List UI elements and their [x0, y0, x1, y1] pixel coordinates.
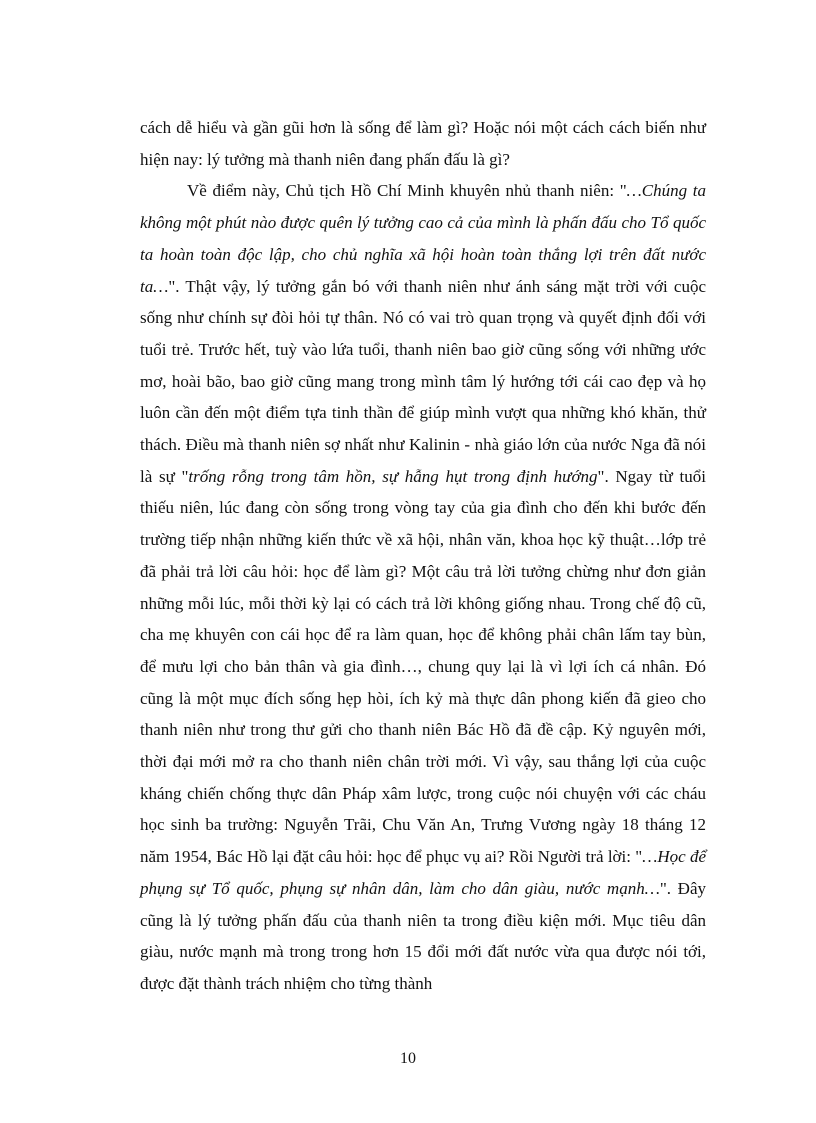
paragraph-text: ". Đây cũng là lý tưởng phấn đấu của thanh niên ta trong điều kiện mới. Mục tiêu dân giàu, nước mạnh mà trong trong hơn 15 đổi mới đất nước vừa qua được nói tới, được đặt thành trách nhiệm cho từng thành — [140, 878, 706, 993]
quote-kalinin: trống rỗng trong tâm hồn, sự hẫng hụt trong định hướng — [188, 466, 598, 486]
paragraph-text: ". Thật vậy, lý tưởng gắn bó với thanh niên như ánh sáng mặt trời với cuộc sống như chính sự đòi hỏi tự thân. Nó có vai trò quan trọng và quyết định đối với tuổi trẻ. Trước hết, tuỳ vào lứa tuổi, thanh niên bao giờ cũng sống với những ước mơ, hoài bão, bao giờ cũng mang trong mình tâm lý hướng tới cái cao đẹp và họ luôn cần đến một điểm tựa tinh thần để giúp mình vượt qua những khó khăn, thử thách. Điều mà thanh niên sợ nhất như Kalinin - nhà giáo lớn của nước Nga đã nói là sự " — [140, 276, 706, 486]
quote-ho-chi-minh-ideal: …Chúng ta không một phút nào được quên lý tưởng cao cả của mình là phấn đấu cho Tổ quốc ta hoàn toàn độc lập, cho chủ nghĩa xã hội hoàn toàn thắng lợi trên đất nước ta… — [140, 181, 706, 296]
page-body — [140, 112, 706, 1000]
quote-study-purpose: …Học để phụng sự Tổ quốc, phụng sự nhân dân, làm cho dân giàu, nước mạnh… — [140, 847, 706, 898]
paragraph-intro: Về điểm này, Chủ tịch Hồ Chí Minh khuyên nhủ thanh niên: " — [187, 181, 627, 201]
paragraph-text: ". Ngay từ tuổi thiếu niên, lúc đang còn sống trong vòng tay của gia đình cho đến khi bước đến trường tiếp nhận những kiến thức về xã hội, nhân văn, khoa học kỹ thuật…lớp trẻ đã phải trả lời câu hỏi: học để làm gì? Một câu trả lời tưởng chừng như đơn giản những mỗi lúc, mỗi thời kỳ lại có cách trả lời không giống nhau. Trong chế độ cũ, cha mẹ khuyên con cái học để ra làm quan, học để không phải chân lấm tay bùn, để mưu lợi cho bản thân và gia đình…, chung quy lại là vì lợi ích cá nhân. Đó cũng là một mục đích sống hẹp hòi, ích kỷ mà thực dân phong kiến đã gieo cho thanh niên như trong thư gửi cho thanh niên Bác Hồ đã đề cập. Kỷ nguyên mới, thời đại mới mở ra cho thanh niên chân trời mới. Vì vậy, sau thắng lợi của cuộc kháng chiến chống thực dân Pháp xâm lược, trong cuộc nói chuyện với các cháu học sinh ba trường: Nguyễn Trãi, Chu Văn An, Trưng Vương ngày 18 tháng 12 năm 1954, Bác Hồ lại đặt câu hỏi: học để phục vụ ai? Rồi Người trả lời: " — [140, 466, 706, 867]
paragraph-text: cách dễ hiểu và gần gũi hơn là sống để làm gì? Hoặc nói một cách cách biến như hiện nay: lý tưởng mà thanh niên đang phấn đấu là gì? — [140, 118, 706, 169]
page-number: 10 — [400, 1050, 416, 1067]
paragraph-main — [140, 175, 706, 999]
paragraph-continuation — [140, 112, 706, 175]
